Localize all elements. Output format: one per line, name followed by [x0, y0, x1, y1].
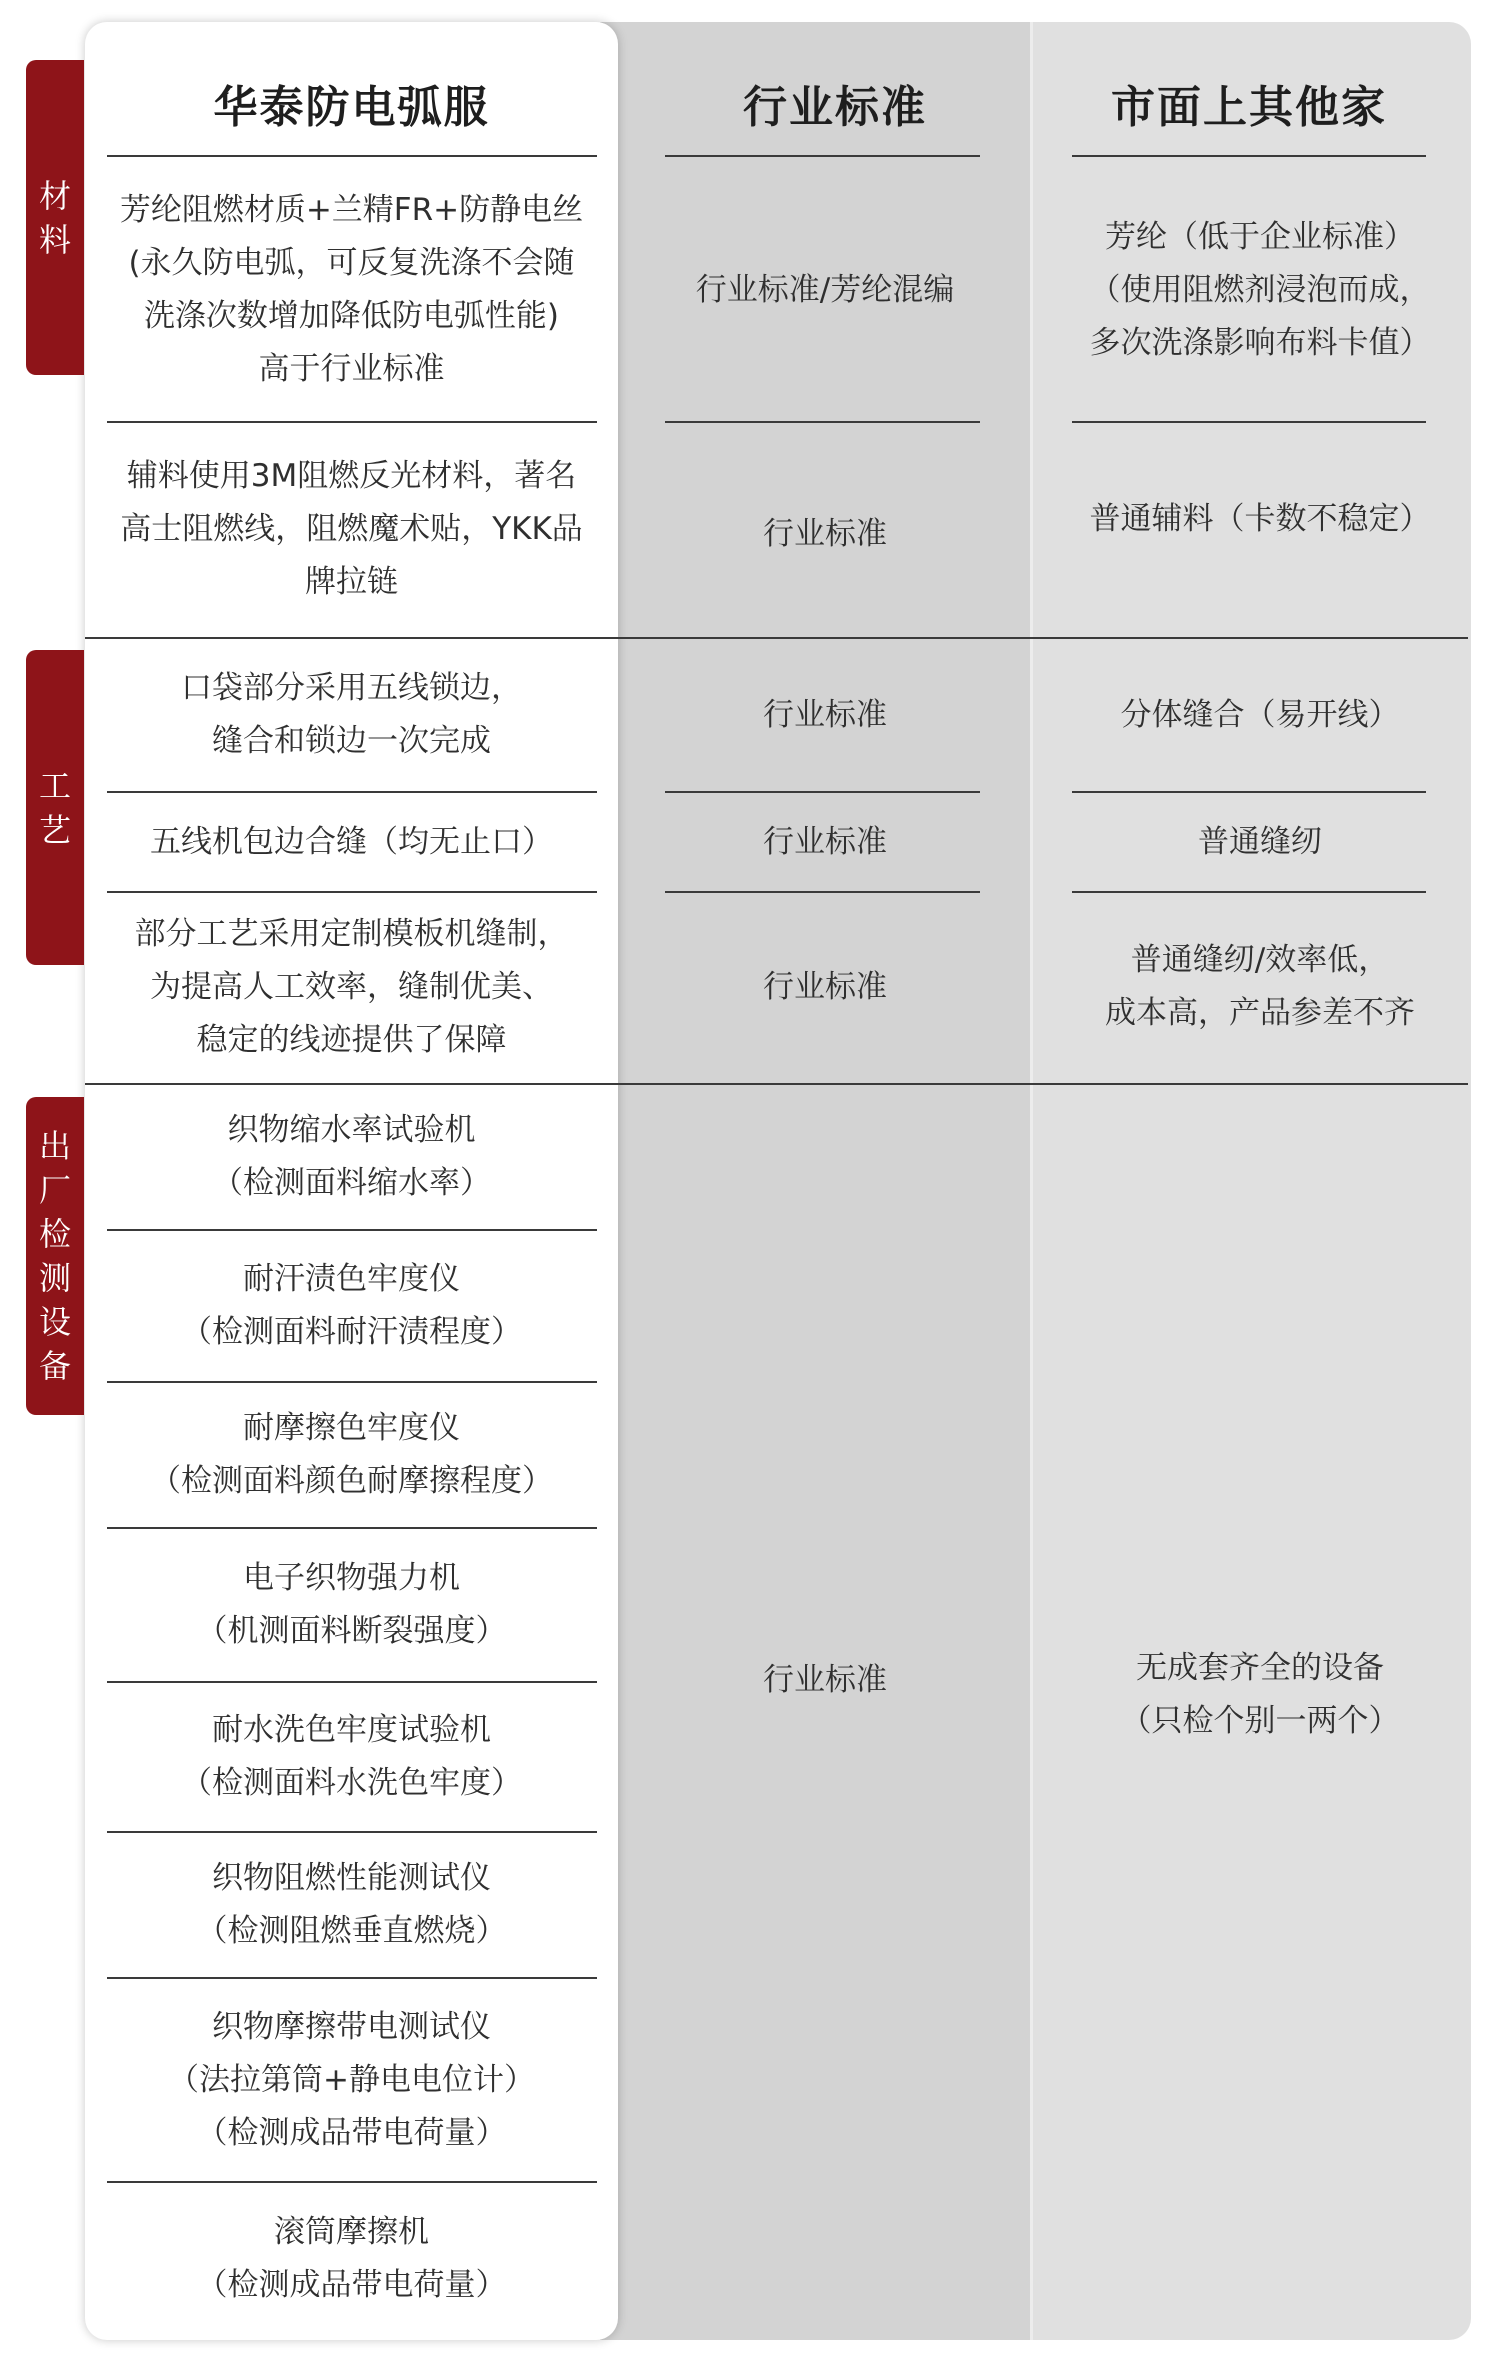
equipment-item: 织物摩擦带电测试仪 （法拉第筒+静电电位计） （检测成品带电荷量）: [168, 2008, 535, 2151]
cell-others-process-2: 普通缝纫: [1198, 823, 1322, 860]
section-tag-char: 工: [38, 766, 71, 805]
divider: [107, 1977, 597, 1979]
section-divider: [85, 637, 1468, 639]
divider: [107, 1681, 597, 1683]
section-tag-char: 设: [38, 1303, 71, 1341]
cell-industry-material-2: 行业标准: [763, 515, 887, 552]
cell-brand-material-1: 芳纶阻燃材质+兰精FR+防静电丝 (永久防电弧，可反复洗涤不会随 洗涤次数增加降低防电弧性能) 高于行业标准: [119, 192, 584, 387]
divider: [665, 155, 980, 157]
cell-industry-material-1: 行业标准/芳纶混编: [695, 271, 955, 308]
section-tag-char: 厂: [38, 1171, 71, 1209]
cell-industry-equipment: 行业标准: [763, 1661, 887, 1698]
divider: [107, 791, 597, 793]
section-tag-char: 艺: [38, 810, 71, 849]
divider: [1072, 421, 1426, 423]
section-tag-char: 备: [38, 1347, 71, 1385]
cell-others-process-1: 分体缝合（易开线）: [1120, 696, 1400, 733]
cell-industry-process-2: 行业标准: [763, 823, 887, 860]
section-tag-char: 材: [38, 176, 71, 215]
equipment-item: 电子织物强力机 （机测面料断裂强度）: [196, 1560, 507, 1649]
divider: [107, 155, 597, 157]
divider: [1072, 891, 1426, 893]
divider: [1072, 155, 1426, 157]
equipment-item: 织物阻燃性能测试仪 （检测阻燃垂直燃烧）: [196, 1860, 507, 1949]
equipment-item: 耐水洗色牢度试验机 （检测面料水洗色牢度）: [181, 1712, 522, 1801]
divider: [665, 791, 980, 793]
divider: [107, 2181, 597, 2183]
section-tag-material: [26, 60, 84, 375]
divider: [107, 1831, 597, 1833]
cell-brand-process-2: 五线机包边合缝（均无止口）: [150, 823, 553, 860]
cell-brand-material-2: 辅料使用3M阻燃反光材料，著名 高士阻燃线，阻燃魔术贴，YKK品 牌拉链: [120, 457, 583, 600]
section-tag-char: 测: [38, 1259, 71, 1297]
divider: [665, 891, 980, 893]
divider: [107, 1381, 597, 1383]
section-tag-label: [39, 764, 71, 852]
section-tag-char: 出: [38, 1127, 71, 1165]
equipment-item: 耐摩擦色牢度仪 （检测面料颜色耐摩擦程度）: [150, 1410, 553, 1499]
divider: [107, 421, 597, 423]
divider: [1072, 791, 1426, 793]
section-divider: [85, 1083, 1468, 1085]
header-others: 市面上其他家: [1111, 82, 1387, 133]
header-brand: 华泰防电弧服: [213, 82, 490, 133]
cell-industry-process-3: 行业标准: [763, 968, 887, 1005]
cell-others-material-1: 芳纶（低于企业标准） （使用阻燃剂浸泡而成， 多次洗涤影响布料卡值）: [1089, 218, 1431, 361]
cell-brand-process-3: 部分工艺采用定制模板机缝制， 为提高人工效率，缝制优美、 稳定的线迹提供了保障: [134, 915, 569, 1058]
section-tag-char: 检: [38, 1215, 71, 1253]
divider: [107, 1229, 597, 1231]
section-tag-label: [39, 1124, 71, 1388]
cell-others-equipment: 无成套齐全的设备 （只检个别一两个）: [1120, 1650, 1400, 1739]
header-industry: 行业标准: [743, 82, 927, 133]
section-tag-char: 料: [38, 220, 71, 259]
cell-others-process-3: 普通缝纫/效率低， 成本高，产品参差不齐: [1105, 942, 1415, 1031]
section-tag-label: [39, 174, 71, 262]
cell-others-material-2: 普通辅料（卡数不稳定）: [1089, 500, 1431, 537]
section-tag-equipment: [26, 1097, 84, 1415]
cell-industry-process-1: 行业标准: [763, 696, 887, 733]
divider: [107, 891, 597, 893]
equipment-item: 耐汗渍色牢度仪 （检测面料耐汗渍程度）: [181, 1261, 522, 1350]
equipment-item: 织物缩水率试验机 （检测面料缩水率）: [212, 1112, 491, 1201]
equipment-item: 滚筒摩擦机 （检测成品带电荷量）: [196, 2214, 507, 2303]
divider: [665, 421, 980, 423]
cell-brand-process-1: 口袋部分采用五线锁边， 缝合和锁边一次完成: [181, 670, 522, 759]
divider: [107, 1527, 597, 1529]
section-tag-process: [26, 650, 84, 965]
